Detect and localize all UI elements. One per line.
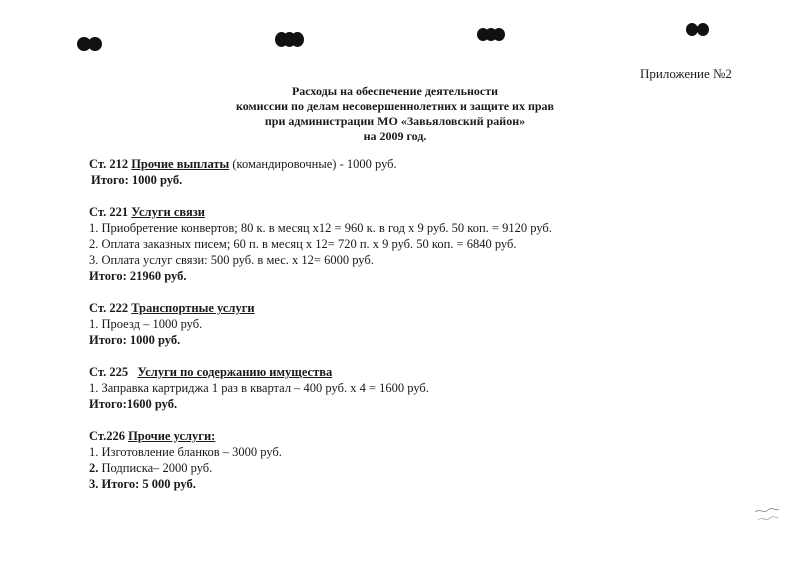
section-212 <box>89 156 552 188</box>
article-name: Прочие услуги: <box>128 429 216 443</box>
list-item: 2. Оплата заказных писем; 60 п. в месяц х 12= 720 п. х 9 руб. 50 коп. = 6840 руб. <box>89 237 517 251</box>
section-total: Итого: 21960 руб. <box>89 269 187 283</box>
document-body <box>89 156 552 508</box>
redaction-mark <box>477 28 501 41</box>
section-heading <box>89 364 552 380</box>
section-total: 3. Итого: 5 000 руб. <box>89 477 196 491</box>
list-item: 1. Приобретение конвертов; 80 к. в месяц х12 = 960 к. в год х 9 руб. 50 коп. = 9120 руб. <box>89 221 552 235</box>
article-name: Прочие выплаты <box>131 157 230 171</box>
section-total: Итого: 1000 руб. <box>89 333 181 347</box>
section-heading <box>89 204 552 220</box>
section-total: Итого:1600 руб. <box>89 397 178 411</box>
list-item <box>89 460 552 476</box>
list-item: 1. Заправка картриджа 1 раз в квартал – 400 руб. х 4 = 1600 руб. <box>89 381 429 395</box>
article-name: Услуги связи <box>131 205 205 219</box>
title-line: Расходы на обеспечение деятельности <box>291 84 499 98</box>
article-detail: (командировочные) - 1000 руб. <box>229 157 397 171</box>
document-title <box>200 84 590 144</box>
appendix-label: Приложение №2 <box>640 66 732 81</box>
list-item: 1. Проезд – 1000 руб. <box>89 317 203 331</box>
article-code: Ст. 225 <box>89 365 129 379</box>
redaction-mark <box>77 37 99 51</box>
section-heading <box>89 300 552 316</box>
section-heading <box>89 156 552 172</box>
section-heading <box>89 428 552 444</box>
list-number: 2. <box>89 461 99 475</box>
article-code: Ст. 221 <box>89 205 129 219</box>
article-code: Ст. 212 <box>89 157 129 171</box>
section-225 <box>89 364 552 412</box>
section-222 <box>89 300 552 348</box>
list-item: 3. Оплата услуг связи: 500 руб. в мес. х 12= 6000 руб. <box>89 253 374 267</box>
list-item: 1. Изготовление бланков – 3000 руб. <box>89 445 282 459</box>
redaction-mark <box>686 23 708 36</box>
article-name: Услуги по содержанию имущества <box>137 365 333 379</box>
redaction-mark <box>275 32 299 47</box>
title-line: при администрации МО «Завьяловский район» <box>264 114 526 128</box>
article-code: Ст.226 <box>89 429 125 443</box>
section-226 <box>89 428 552 492</box>
title-line: комиссии по делам несовершеннолетних и защите их прав <box>235 99 555 113</box>
list-text: Подписка– 2000 руб. <box>98 461 213 475</box>
article-name: Транспортные услуги <box>131 301 255 315</box>
section-total: Итого: 1000 руб. <box>91 173 183 187</box>
section-221 <box>89 204 552 284</box>
article-code: Ст. 222 <box>89 301 129 315</box>
title-line: на 2009 год. <box>363 129 427 143</box>
handwritten-mark <box>752 500 782 530</box>
